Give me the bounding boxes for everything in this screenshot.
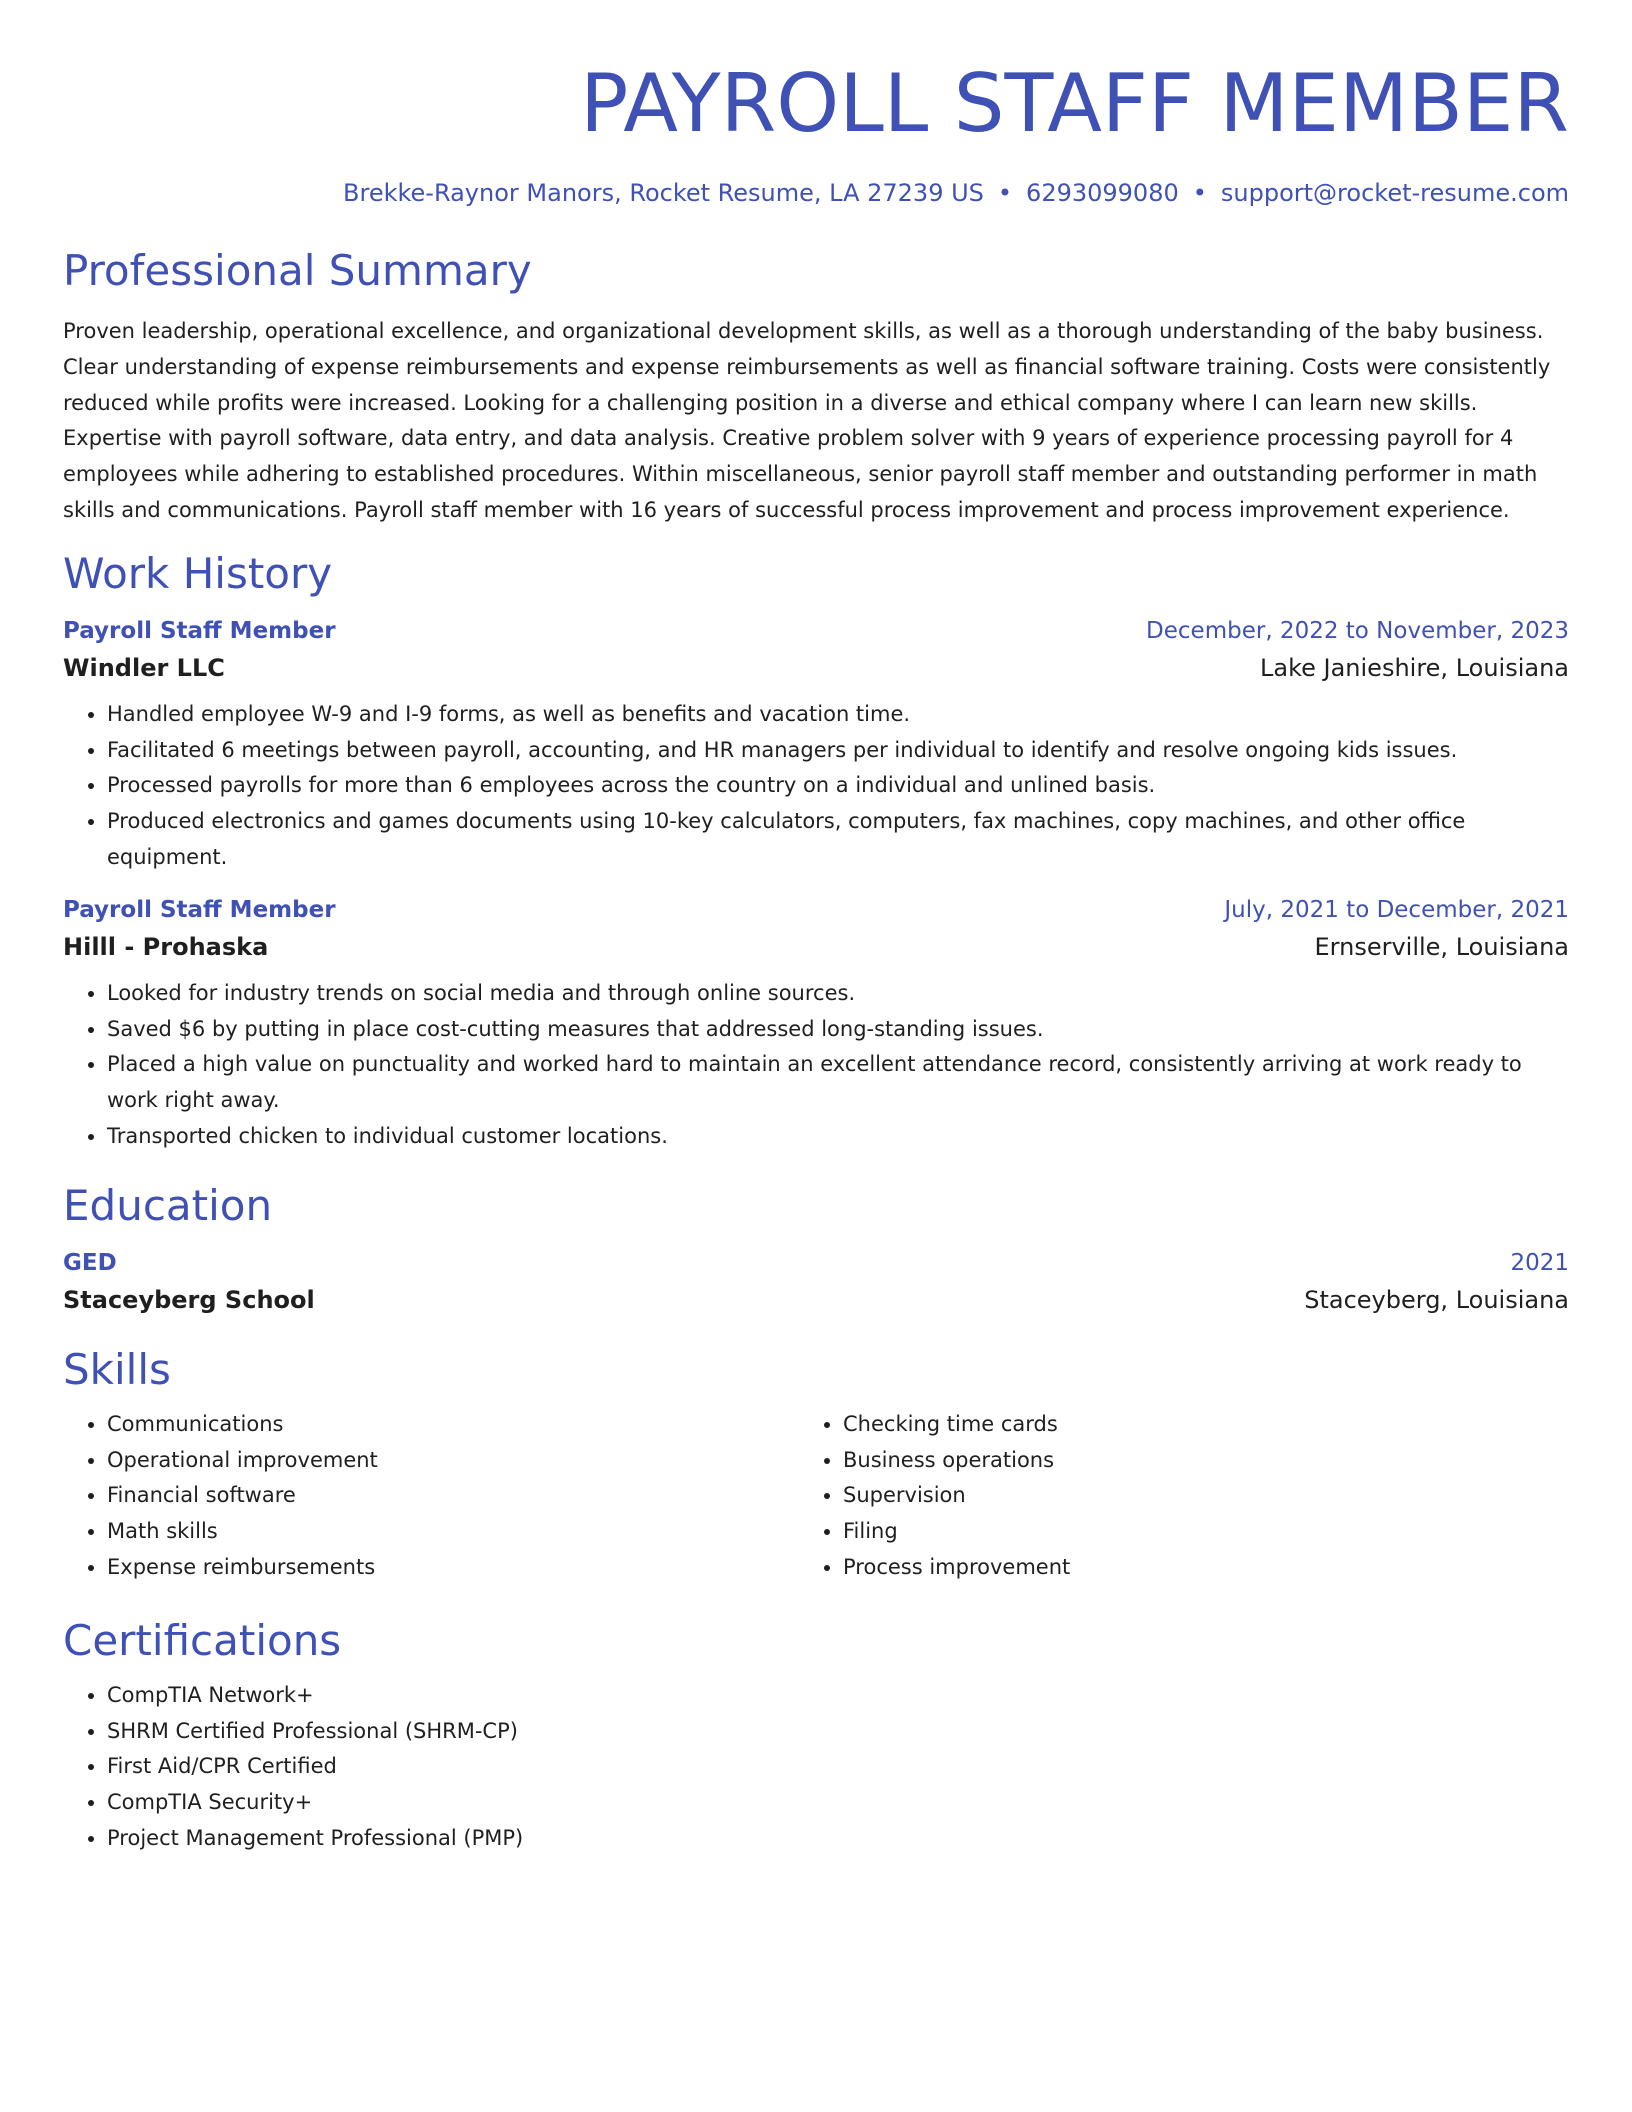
job-company-row (63, 651, 1569, 685)
skill-item: • Supervision (843, 1478, 1499, 1514)
contact-separator: • (997, 179, 1013, 207)
skill-item: • Expense reimbursements (107, 1550, 799, 1586)
job-header (63, 894, 1569, 926)
job-bullet: • Saved $6 by putting in place cost-cutting measures that addressed long-standing issues. (107, 1012, 1569, 1048)
education-heading: Education (63, 1180, 273, 1230)
education-header (63, 1247, 1569, 1279)
certifications-heading: Certifications (63, 1615, 342, 1665)
summary-heading: Professional Summary (63, 246, 532, 295)
education-degree: GED (63, 1249, 117, 1276)
job-title: Payroll Staff Member (63, 617, 336, 644)
summary-text: Proven leadership, operational excellence, and organizational development skills, as well as a thorough understanding of the baby business. Clear understanding of expense reimbursements and expense reimbursements as well as financial software training. Costs were consistently reduced while profits were increased. Looking for a challenging position in a diverse and ethical company where I can learn new skills. Expertise with payroll software, data entry, and data analysis. Creative problem solver with 9 years of experience processing payroll for 4 employees while adhering to established procedures. Within miscellaneous, senior payroll staff member and outstanding performer in math skills and communications. Payroll staff member with 16 years of successful process improvement and process improvement experience. (63, 319, 1551, 522)
job-company: Windler LLC (63, 653, 225, 682)
skill-item: • Financial software (107, 1478, 799, 1514)
contact-line (63, 178, 1569, 208)
contact-email[interactable]: support@rocket-resume.com (1220, 179, 1569, 207)
job-bullet: • Transported chicken to individual customer locations. (107, 1119, 1569, 1155)
certification-item: • SHRM Certified Professional (SHRM-CP) (107, 1714, 1569, 1750)
job-bullets (63, 976, 1569, 1155)
education-year: 2021 (1510, 1249, 1569, 1276)
certification-item: • First Aid/CPR Certified (107, 1749, 1569, 1785)
job-bullet: • Facilitated 6 meetings between payroll, accounting, and HR managers per individual to identify and resolve ongoing kids issues. (107, 733, 1569, 769)
skill-item: • Filing (843, 1514, 1499, 1550)
job-bullet: • Placed a high value on punctuality and worked hard to maintain an excellent attendance record, consistently arriving at work ready to work right away. (107, 1047, 1569, 1119)
resume-title: PAYROLL STAFF MEMBER (580, 57, 1569, 150)
job-bullets (63, 697, 1569, 876)
contact-address: Brekke-Raynor Manors, Rocket Resume, LA 27239 US (343, 179, 984, 207)
certifications-list (63, 1678, 1569, 1857)
job-company-row (63, 930, 1569, 964)
job-title: Payroll Staff Member (63, 896, 336, 923)
skill-item: • Business operations (843, 1443, 1499, 1479)
certification-item: • CompTIA Security+ (107, 1785, 1569, 1821)
job-location: Ernserville, Louisiana (1314, 932, 1569, 961)
skills-list-left (63, 1407, 799, 1586)
skills-list-right (799, 1407, 1499, 1586)
education-entry (63, 1247, 1569, 1317)
job-location: Lake Janieshire, Louisiana (1260, 653, 1569, 682)
contact-separator: • (1192, 179, 1207, 207)
education-location: Staceyberg, Louisiana (1304, 1285, 1569, 1314)
job-entry (63, 894, 1569, 1155)
skill-item: • Process improvement (843, 1550, 1499, 1586)
certification-item: • CompTIA Network+ (107, 1678, 1569, 1714)
skills-column-right (799, 1407, 1499, 1586)
skill-item: • Checking time cards (843, 1407, 1499, 1443)
job-bullet: • Handled employee W-9 and I-9 forms, as well as benefits and vacation time. (107, 697, 1569, 733)
job-bullet: • Produced electronics and games documents using 10-key calculators, computers, fax machines, copy machines, and other office equipment. (107, 804, 1569, 876)
job-bullet: • Looked for industry trends on social media and through online sources. (107, 976, 1569, 1012)
job-dates: December, 2022 to November, 2023 (1146, 617, 1569, 644)
skills-heading: Skills (63, 1344, 171, 1394)
job-company: Hilll - Prohaska (63, 932, 269, 961)
skill-item: • Operational improvement (107, 1443, 799, 1479)
skill-item: • Math skills (107, 1514, 799, 1550)
education-school-row (63, 1283, 1569, 1317)
skills-columns (63, 1407, 1569, 1586)
certification-item: • Project Management Professional (PMP) (107, 1821, 1569, 1857)
skills-column-left (63, 1407, 799, 1586)
skill-item: • Communications (107, 1407, 799, 1443)
job-entry (63, 615, 1569, 876)
work-history-heading: Work History (63, 548, 333, 598)
job-dates: July, 2021 to December, 2021 (1224, 896, 1569, 923)
contact-phone: 6293099080 (1026, 179, 1179, 207)
job-header (63, 615, 1569, 647)
job-bullet: • Processed payrolls for more than 6 employees across the country on a individual and unlined basis. (107, 768, 1569, 804)
education-school: Staceyberg School (63, 1285, 315, 1314)
